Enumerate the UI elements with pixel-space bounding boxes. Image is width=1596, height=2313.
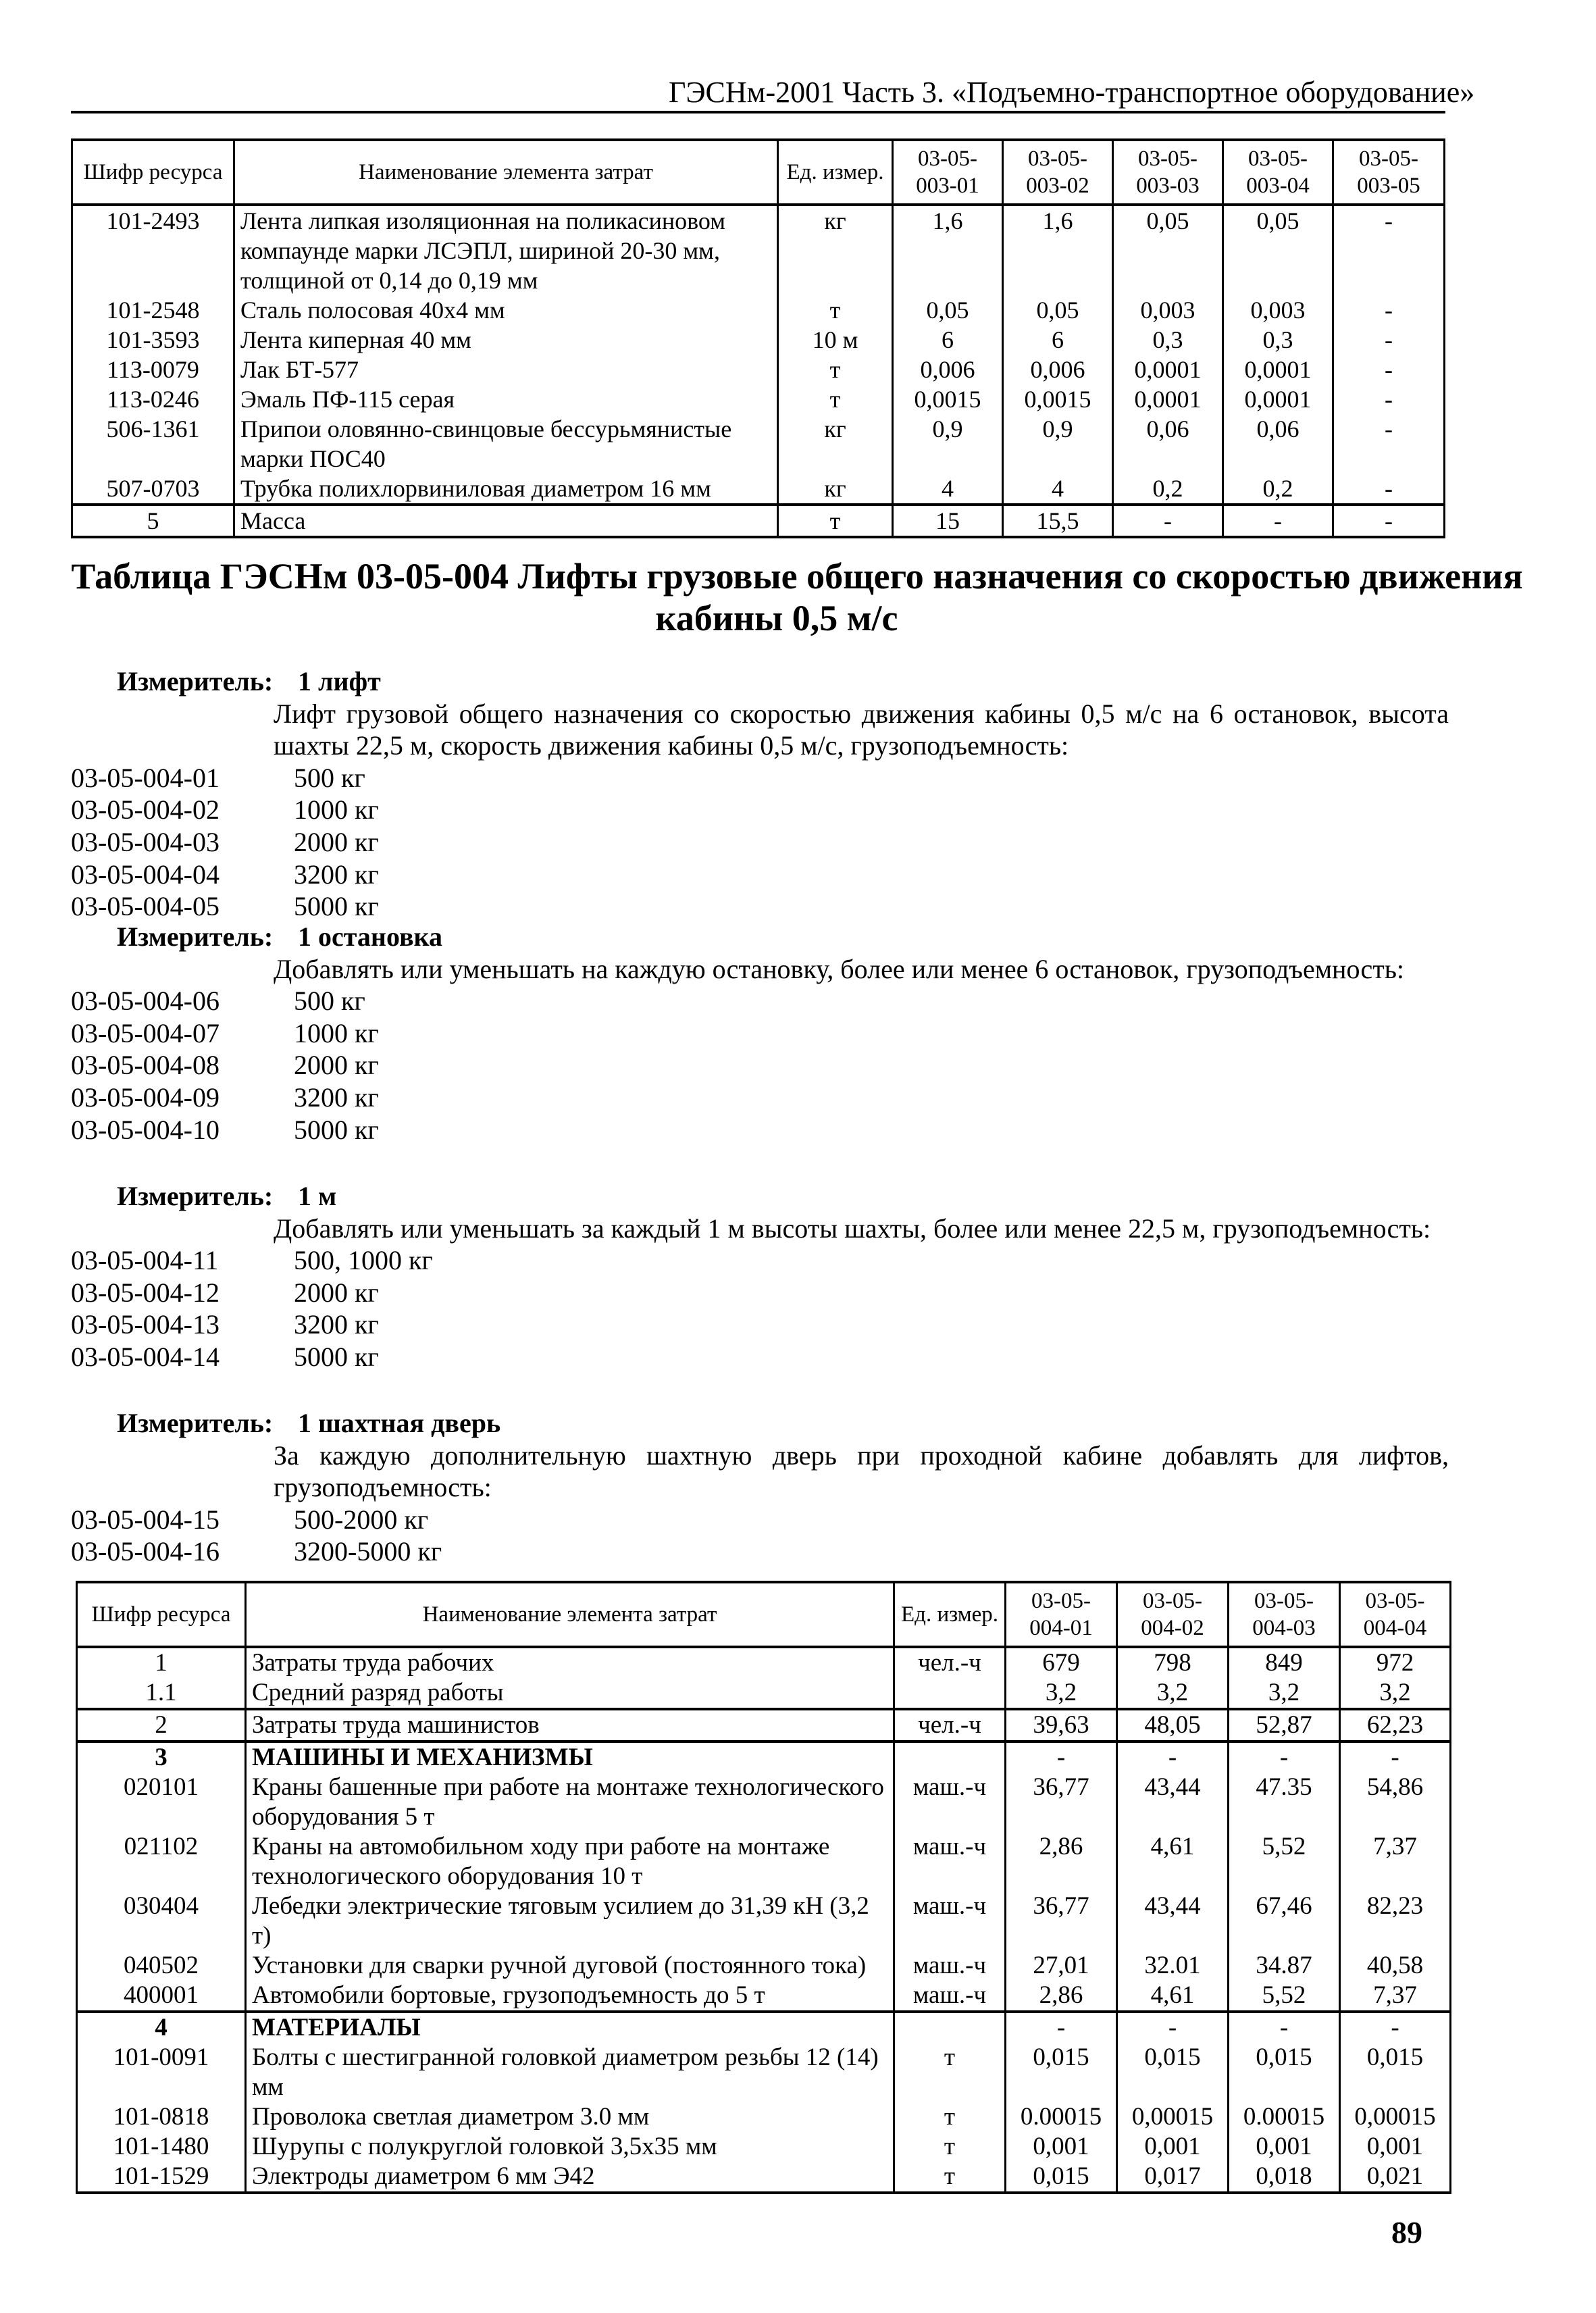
header-col: 03-05- 004-04 bbox=[1340, 1582, 1451, 1647]
norm-capacity: 500 кг bbox=[294, 762, 365, 793]
header-col: 03-05- 004-01 bbox=[1006, 1582, 1117, 1647]
unit: т bbox=[894, 2162, 1006, 2193]
value-cell: 679 bbox=[1006, 1647, 1117, 1678]
value-cell: - bbox=[1333, 355, 1445, 384]
table-row bbox=[72, 384, 1445, 414]
value-cell: 1,6 bbox=[1003, 205, 1113, 295]
measure-label-key: Измеритель: bbox=[117, 1408, 274, 1438]
resource-code: 101-1480 bbox=[77, 2132, 246, 2162]
value-cell: 0,05 bbox=[1003, 295, 1113, 325]
norm-code: 03-05-004-08 bbox=[71, 1050, 220, 1081]
unit: маш.-ч bbox=[894, 1981, 1006, 2012]
unit: т bbox=[778, 295, 893, 325]
header-unit: Ед. измер. bbox=[894, 1582, 1006, 1647]
value-cell: - bbox=[1333, 205, 1445, 295]
measure-section bbox=[71, 665, 1449, 923]
value-cell: 0,9 bbox=[893, 414, 1003, 474]
measure-description: Добавлять или уменьшать на каждую остановку, более или менее 6 остановок, грузоподъемность: bbox=[274, 953, 1405, 984]
value-cell: 82,23 bbox=[1340, 1891, 1451, 1951]
header-col: 03-05- 004-03 bbox=[1229, 1582, 1340, 1647]
resource-code: 101-2493 bbox=[72, 205, 234, 295]
value-cell: 4,61 bbox=[1117, 1981, 1229, 2012]
resource-name: Автомобили бортовые, грузоподъемность до 5 т bbox=[246, 1981, 894, 2012]
value-cell: - bbox=[1333, 325, 1445, 355]
norm-code: 03-05-004-09 bbox=[71, 1082, 220, 1113]
norm-item bbox=[71, 1277, 1449, 1309]
unit: маш.-ч bbox=[894, 1951, 1006, 1981]
value-cell: 972 bbox=[1340, 1647, 1451, 1678]
value-cell: 7,37 bbox=[1340, 1832, 1451, 1891]
value-cell: 3,2 bbox=[1340, 1678, 1451, 1709]
group-row bbox=[77, 1742, 1451, 1773]
value-cell: 849 bbox=[1229, 1647, 1340, 1678]
resource-code: 040502 bbox=[77, 1951, 246, 1981]
resource-code: 030404 bbox=[77, 1891, 246, 1951]
unit: кг bbox=[778, 414, 893, 474]
unit: т bbox=[894, 2132, 1006, 2162]
norm-item bbox=[71, 1535, 1449, 1568]
value-cell: 0,015 bbox=[1340, 2043, 1451, 2102]
norm-capacity: 500-2000 кг bbox=[294, 1504, 429, 1535]
measure-section bbox=[71, 1180, 1449, 1373]
value-cell: - bbox=[1340, 2012, 1451, 2043]
resource-name: Масса bbox=[234, 505, 778, 537]
table-row bbox=[77, 1832, 1451, 1891]
unit: т bbox=[778, 505, 893, 537]
norm-capacity: 1000 кг bbox=[294, 794, 379, 825]
value-cell: 0,003 bbox=[1223, 295, 1333, 325]
unit: чел.-ч bbox=[894, 1709, 1006, 1742]
value-cell: 0,3 bbox=[1223, 325, 1333, 355]
header-unit: Ед. измер. bbox=[778, 140, 893, 205]
value-cell: 0,001 bbox=[1117, 2132, 1229, 2162]
value-cell: 6 bbox=[893, 325, 1003, 355]
resource-code: 101-0091 bbox=[77, 2043, 246, 2102]
value-cell: 0,015 bbox=[1006, 2162, 1117, 2193]
unit: кг bbox=[778, 474, 893, 505]
unit bbox=[894, 1678, 1006, 1709]
table-header-row bbox=[77, 1582, 1451, 1647]
norm-capacity: 5000 кг bbox=[294, 1341, 379, 1372]
table-row bbox=[72, 505, 1445, 537]
resource-code: 021102 bbox=[77, 1832, 246, 1891]
value-cell: 43,44 bbox=[1117, 1773, 1229, 1832]
value-cell: 2,86 bbox=[1006, 1832, 1117, 1891]
unit: т bbox=[894, 2102, 1006, 2132]
resource-name: Затраты труда рабочих bbox=[246, 1647, 894, 1678]
norm-capacity: 3200-5000 кг bbox=[294, 1536, 442, 1567]
value-cell: 67,46 bbox=[1229, 1891, 1340, 1951]
measure-label bbox=[71, 1407, 1449, 1440]
measure-unit: 1 остановка bbox=[298, 921, 442, 952]
norm-code: 03-05-004-14 bbox=[71, 1341, 220, 1372]
norm-code: 03-05-004-04 bbox=[71, 859, 220, 890]
header-col: 03-05- 003-05 bbox=[1333, 140, 1445, 205]
value-cell: 5,52 bbox=[1229, 1832, 1340, 1891]
norm-code: 03-05-004-02 bbox=[71, 794, 220, 825]
norm-capacity: 5000 кг bbox=[294, 1114, 379, 1145]
norm-item bbox=[71, 985, 1449, 1017]
header-code: Шифр ресурса bbox=[72, 140, 234, 205]
value-cell: 5,52 bbox=[1229, 1981, 1340, 2012]
norm-code: 03-05-004-11 bbox=[71, 1245, 219, 1276]
norm-item bbox=[71, 859, 1449, 891]
norm-capacity: 3200 кг bbox=[294, 1082, 379, 1113]
value-cell: 52,87 bbox=[1229, 1709, 1340, 1742]
value-cell: 54,86 bbox=[1340, 1773, 1451, 1832]
header-name: Наименование элемента затрат bbox=[246, 1582, 894, 1647]
norm-code: 03-05-004-13 bbox=[71, 1309, 220, 1340]
value-cell: 0,06 bbox=[1223, 414, 1333, 474]
value-cell: 0,015 bbox=[1006, 2043, 1117, 2102]
norm-code: 03-05-004-10 bbox=[71, 1114, 220, 1145]
value-cell: - bbox=[1333, 505, 1445, 537]
value-cell: - bbox=[1006, 1742, 1117, 1773]
resource-name: Болты с шестигранной головкой диаметром резьбы 12 (14) мм bbox=[246, 2043, 894, 2102]
norm-item bbox=[71, 890, 1449, 923]
table-row bbox=[77, 1709, 1451, 1742]
unit: чел.-ч bbox=[894, 1647, 1006, 1678]
resource-code: 5 bbox=[72, 505, 234, 537]
value-cell: 40,58 bbox=[1340, 1951, 1451, 1981]
measure-unit: 1 лифт bbox=[298, 666, 381, 696]
value-cell: - bbox=[1117, 1742, 1229, 1773]
resource-code: 101-2548 bbox=[72, 295, 234, 325]
measure-description: Лифт грузовой общего назначения со скоростью движения кабины 0,5 м/с на 6 остановок, высота шахты 22,5 м, скорость движения кабины 0,5 м/с, грузоподъемность: bbox=[274, 698, 1449, 761]
table-row bbox=[72, 325, 1445, 355]
value-cell: 0,003 bbox=[1113, 295, 1223, 325]
resource-name: Электроды диаметром 6 мм Э42 bbox=[246, 2162, 894, 2193]
value-cell: 798 bbox=[1117, 1647, 1229, 1678]
resource-code: 1 bbox=[77, 1647, 246, 1678]
resource-name: Трубка полихлорвиниловая диаметром 16 мм bbox=[234, 474, 778, 505]
unit: маш.-ч bbox=[894, 1832, 1006, 1891]
resource-name: Установки для сварки ручной дуговой (постоянного тока) bbox=[246, 1951, 894, 1981]
resource-code: 1.1 bbox=[77, 1678, 246, 1709]
value-cell: 0,3 bbox=[1113, 325, 1223, 355]
value-cell: 0,001 bbox=[1229, 2132, 1340, 2162]
norm-item bbox=[71, 1341, 1449, 1373]
value-cell: - bbox=[1333, 414, 1445, 474]
value-cell: 0,018 bbox=[1229, 2162, 1340, 2193]
norm-capacity: 3200 кг bbox=[294, 1309, 379, 1340]
header-col: 03-05- 003-03 bbox=[1113, 140, 1223, 205]
table-row bbox=[77, 1951, 1451, 1981]
unit bbox=[894, 1742, 1006, 1773]
unit: 10 м bbox=[778, 325, 893, 355]
value-cell: 0,006 bbox=[1003, 355, 1113, 384]
value-cell: - bbox=[1006, 2012, 1117, 2043]
value-cell: 0,015 bbox=[1229, 2043, 1340, 2102]
table-row bbox=[77, 1647, 1451, 1678]
resource-name: Припои оловянно-свинцовые бессурьмянистые марки ПОС40 bbox=[234, 414, 778, 474]
norm-item bbox=[71, 1244, 1449, 1277]
norm-code: 03-05-004-16 bbox=[71, 1536, 220, 1567]
value-cell: 34.87 bbox=[1229, 1951, 1340, 1981]
value-cell: 36,77 bbox=[1006, 1891, 1117, 1951]
norm-item bbox=[71, 826, 1449, 859]
header-name: Наименование элемента затрат bbox=[234, 140, 778, 205]
resource-code: 113-0246 bbox=[72, 384, 234, 414]
table-title-line2: кабины 0,5 м/с bbox=[655, 598, 898, 638]
header-code: Шифр ресурса bbox=[77, 1582, 246, 1647]
value-cell: 43,44 bbox=[1117, 1891, 1229, 1951]
measure-label bbox=[71, 1180, 1449, 1213]
norm-item bbox=[71, 794, 1449, 826]
unit: маш.-ч bbox=[894, 1773, 1006, 1832]
header-col: 03-05- 003-01 bbox=[893, 140, 1003, 205]
resource-code: 101-3593 bbox=[72, 325, 234, 355]
value-cell: 0,2 bbox=[1223, 474, 1333, 505]
table-row bbox=[72, 205, 1445, 295]
value-cell: - bbox=[1229, 2012, 1340, 2043]
group-row bbox=[77, 2012, 1451, 2043]
value-cell: - bbox=[1223, 505, 1333, 537]
value-cell: 4 bbox=[1003, 474, 1113, 505]
resource-code: 113-0079 bbox=[72, 355, 234, 384]
resource-code: 2 bbox=[77, 1709, 246, 1742]
value-cell: 15,5 bbox=[1003, 505, 1113, 537]
value-cell: 0,0015 bbox=[1003, 384, 1113, 414]
value-cell: - bbox=[1229, 1742, 1340, 1773]
value-cell: 0.00015 bbox=[1006, 2102, 1117, 2132]
resource-name: Лента липкая изоляционная на поликасиновом компаунде марки ЛСЭПЛ, шириной 20-30 мм, толщиной от 0,14 до 0,19 мм bbox=[234, 205, 778, 295]
norm-item bbox=[71, 1049, 1449, 1082]
table-row bbox=[77, 1773, 1451, 1832]
header-col: 03-05- 004-02 bbox=[1117, 1582, 1229, 1647]
resource-code: 101-1529 bbox=[77, 2162, 246, 2193]
value-cell: 48,05 bbox=[1117, 1709, 1229, 1742]
resource-name: Эмаль ПФ-115 серая bbox=[234, 384, 778, 414]
norm-item bbox=[71, 1114, 1449, 1146]
resource-name: Проволока светлая диаметром 3.0 мм bbox=[246, 2102, 894, 2132]
table-title bbox=[68, 555, 1526, 639]
unit: т bbox=[778, 355, 893, 384]
value-cell: 47.35 bbox=[1229, 1773, 1340, 1832]
value-cell: 2,86 bbox=[1006, 1981, 1117, 2012]
value-cell: 3,2 bbox=[1006, 1678, 1117, 1709]
value-cell: 0,0015 bbox=[893, 384, 1003, 414]
norm-code: 03-05-004-12 bbox=[71, 1277, 220, 1308]
norm-capacity: 2000 кг bbox=[294, 826, 379, 857]
value-cell: 62,23 bbox=[1340, 1709, 1451, 1742]
value-cell: - bbox=[1340, 1742, 1451, 1773]
value-cell: 4 bbox=[893, 474, 1003, 505]
value-cell: 0.00015 bbox=[1229, 2102, 1340, 2132]
measure-unit: 1 м bbox=[298, 1181, 337, 1211]
resource-name: Лак БТ-577 bbox=[234, 355, 778, 384]
table-row bbox=[77, 2043, 1451, 2102]
norm-capacity: 1000 кг bbox=[294, 1017, 379, 1048]
value-cell: 0,0001 bbox=[1223, 384, 1333, 414]
resource-name: Лента киперная 40 мм bbox=[234, 325, 778, 355]
measure-label-key: Измеритель: bbox=[117, 921, 274, 952]
norm-code: 03-05-004-01 bbox=[71, 762, 220, 793]
measure-unit: 1 шахтная дверь bbox=[298, 1408, 501, 1438]
value-cell: 0,015 bbox=[1117, 2043, 1229, 2102]
resource-name: Краны башенные при работе на монтаже технологического оборудования 5 т bbox=[246, 1773, 894, 1832]
value-cell: 1,6 bbox=[893, 205, 1003, 295]
value-cell: 6 bbox=[1003, 325, 1113, 355]
header-col: 03-05- 003-04 bbox=[1223, 140, 1333, 205]
table-row bbox=[77, 2162, 1451, 2193]
norm-capacity: 2000 кг bbox=[294, 1277, 379, 1308]
table-header-row bbox=[72, 140, 1445, 205]
unit: кг bbox=[778, 205, 893, 295]
measure-label-key: Измеритель: bbox=[117, 1181, 274, 1211]
value-cell: 0,021 bbox=[1340, 2162, 1451, 2193]
resource-table-03-05-004 bbox=[76, 1581, 1451, 2194]
value-cell: 0,05 bbox=[1223, 205, 1333, 295]
unit: маш.-ч bbox=[894, 1891, 1006, 1951]
table-row bbox=[72, 355, 1445, 384]
value-cell: 36,77 bbox=[1006, 1773, 1117, 1832]
norm-code: 03-05-004-03 bbox=[71, 826, 220, 857]
table-row bbox=[77, 1678, 1451, 1709]
resource-name: Краны на автомобильном ходу при работе на монтаже технологического оборудования 10 т bbox=[246, 1832, 894, 1891]
measure-label bbox=[71, 921, 1449, 953]
value-cell: - bbox=[1333, 474, 1445, 505]
measure-label bbox=[71, 665, 1449, 698]
norm-item bbox=[71, 1308, 1449, 1341]
table-row bbox=[77, 1981, 1451, 2012]
value-cell: 0,05 bbox=[893, 295, 1003, 325]
resource-code: 101-0818 bbox=[77, 2102, 246, 2132]
measure-description: За каждую дополнительную шахтную дверь при проходной кабине добавлять для лифтов, грузоподъемность: bbox=[274, 1440, 1449, 1503]
resource-name: МАТЕРИАЛЫ bbox=[246, 2012, 894, 2043]
value-cell: 0,006 bbox=[893, 355, 1003, 384]
norm-item bbox=[71, 762, 1449, 794]
unit bbox=[894, 2012, 1006, 2043]
norm-item bbox=[71, 1504, 1449, 1536]
table1-body bbox=[72, 205, 1445, 537]
value-cell: 0,00015 bbox=[1340, 2102, 1451, 2132]
value-cell: 0,001 bbox=[1006, 2132, 1117, 2162]
norm-code: 03-05-004-07 bbox=[71, 1017, 220, 1048]
value-cell: 0,0001 bbox=[1223, 355, 1333, 384]
table-title-line1: Таблица ГЭСНм 03-05-004 Лифты грузовые общего назначения со скоростью движения bbox=[71, 556, 1523, 596]
measure-section bbox=[71, 921, 1449, 1146]
value-cell: 32.01 bbox=[1117, 1951, 1229, 1981]
value-cell: 4,61 bbox=[1117, 1832, 1229, 1891]
norm-code: 03-05-004-06 bbox=[71, 986, 220, 1017]
running-header: ГЭСНм-2001 Часть 3. «Подъемно-транспортное оборудование» bbox=[669, 76, 1475, 109]
resource-code: 400001 bbox=[77, 1981, 246, 2012]
value-cell: 7,37 bbox=[1340, 1981, 1451, 2012]
table-row bbox=[77, 2132, 1451, 2162]
value-cell: - bbox=[1333, 295, 1445, 325]
resource-name: Затраты труда машинистов bbox=[246, 1709, 894, 1742]
value-cell: 39,63 bbox=[1006, 1709, 1117, 1742]
value-cell: - bbox=[1117, 2012, 1229, 2043]
unit: т bbox=[778, 384, 893, 414]
value-cell: 27,01 bbox=[1006, 1951, 1117, 1981]
norm-capacity: 3200 кг bbox=[294, 859, 379, 890]
table2-body bbox=[77, 1647, 1451, 2193]
norm-capacity: 2000 кг bbox=[294, 1050, 379, 1081]
value-cell: 0,00015 bbox=[1117, 2102, 1229, 2132]
norm-item bbox=[71, 1017, 1449, 1050]
header-col: 03-05- 003-02 bbox=[1003, 140, 1113, 205]
resource-code: 020101 bbox=[77, 1773, 246, 1832]
value-cell: 3,2 bbox=[1117, 1678, 1229, 1709]
norm-capacity: 500 кг bbox=[294, 986, 365, 1017]
value-cell: 0,0001 bbox=[1113, 384, 1223, 414]
value-cell: 0,06 bbox=[1113, 414, 1223, 474]
measure-label-key: Измеритель: bbox=[117, 666, 274, 696]
unit: т bbox=[894, 2043, 1006, 2102]
resource-name: Сталь полосовая 40х4 мм bbox=[234, 295, 778, 325]
value-cell: 0,001 bbox=[1340, 2132, 1451, 2162]
header-rule bbox=[71, 111, 1445, 113]
resource-code: 506-1361 bbox=[72, 414, 234, 474]
value-cell: 0,2 bbox=[1113, 474, 1223, 505]
norm-code: 03-05-004-15 bbox=[71, 1504, 220, 1535]
value-cell: 0,9 bbox=[1003, 414, 1113, 474]
resource-code: 507-0703 bbox=[72, 474, 234, 505]
table-row bbox=[77, 1891, 1451, 1951]
value-cell: 0,017 bbox=[1117, 2162, 1229, 2193]
resource-code: 3 bbox=[77, 1742, 246, 1773]
resource-code: 4 bbox=[77, 2012, 246, 2043]
value-cell: 3,2 bbox=[1229, 1678, 1340, 1709]
value-cell: 0,05 bbox=[1113, 205, 1223, 295]
table-row bbox=[72, 295, 1445, 325]
value-cell: - bbox=[1113, 505, 1223, 537]
resource-name: Шурупы с полукруглой головкой 3,5х35 мм bbox=[246, 2132, 894, 2162]
norm-capacity: 5000 кг bbox=[294, 891, 379, 922]
norm-code: 03-05-004-05 bbox=[71, 891, 220, 922]
measure-description: Добавлять или уменьшать за каждый 1 м высоты шахты, более или менее 22,5 м, грузоподъемность: bbox=[274, 1213, 1431, 1244]
page-number: 89 bbox=[1391, 2215, 1422, 2250]
resource-name: МАШИНЫ И МЕХАНИЗМЫ bbox=[246, 1742, 894, 1773]
norm-item bbox=[71, 1082, 1449, 1114]
resource-table-03-05-003 bbox=[71, 138, 1445, 538]
table-row bbox=[77, 2102, 1451, 2132]
table-row bbox=[72, 474, 1445, 505]
value-cell: 15 bbox=[893, 505, 1003, 537]
resource-name: Лебедки электрические тяговым усилием до 31,39 кН (3,2 т) bbox=[246, 1891, 894, 1951]
value-cell: - bbox=[1333, 384, 1445, 414]
measure-section bbox=[71, 1407, 1449, 1568]
resource-name: Средний разряд работы bbox=[246, 1678, 894, 1709]
value-cell: 0,0001 bbox=[1113, 355, 1223, 384]
table-row bbox=[72, 414, 1445, 474]
norm-capacity: 500, 1000 кг bbox=[294, 1245, 433, 1276]
